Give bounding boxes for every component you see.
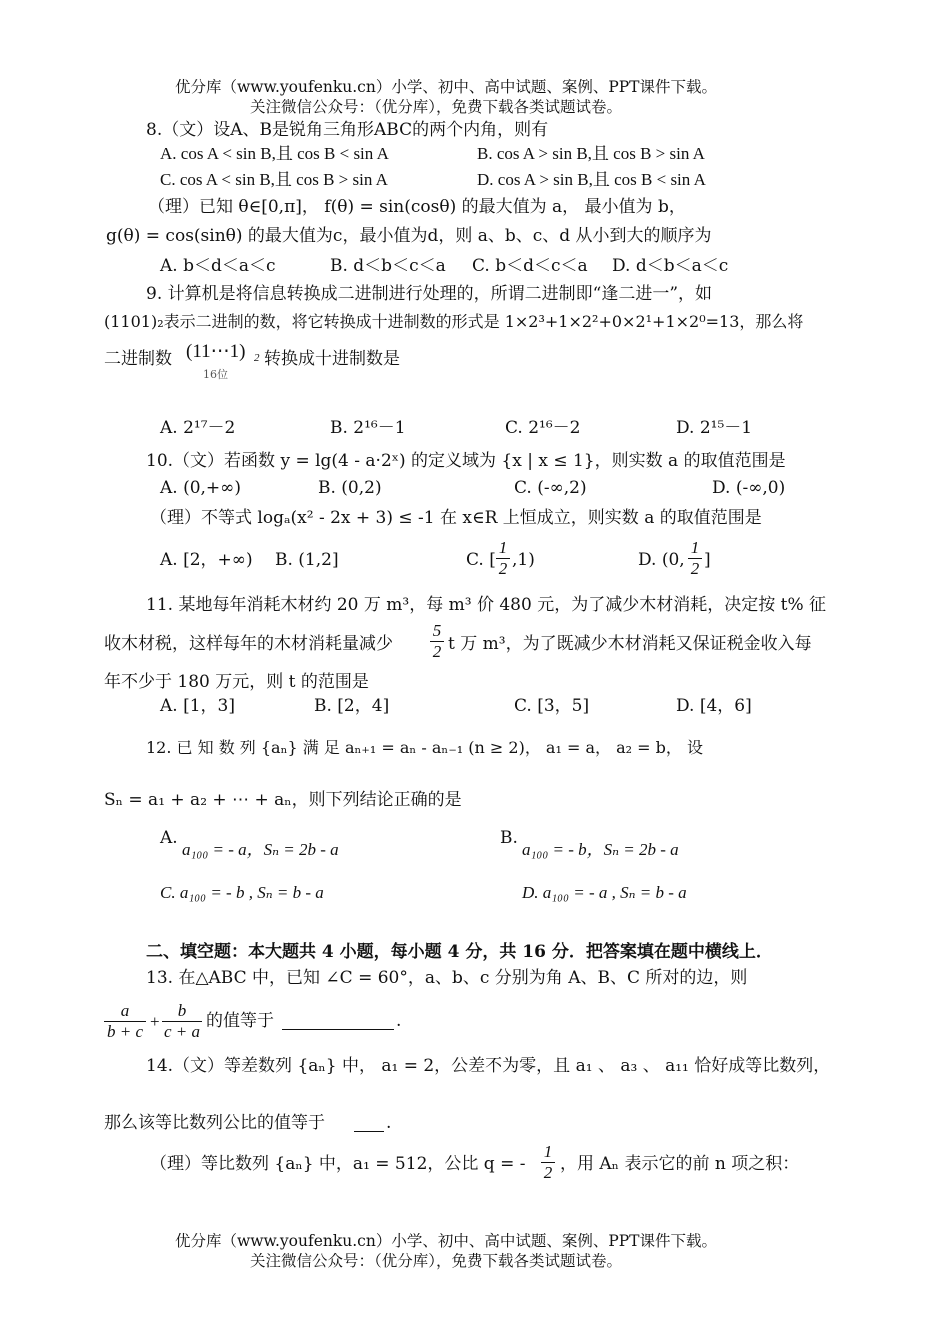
q13-plus: +	[150, 1012, 160, 1031]
q14-li-fraction	[541, 1142, 555, 1183]
fraction-numerator: a	[120, 1001, 130, 1020]
q11-line-2-pre: 收木材税，这样每年的木材消耗量减少	[104, 634, 393, 654]
q10-li-option-d-pre: D. (0,	[638, 550, 685, 570]
q12-line-1: 12. 已 知 数 列 {aₙ} 满 足 aₙ₊₁ = aₙ - aₙ₋₁ (n ≥ 2)， a₁ = a， a₂ = b， 设	[146, 738, 703, 757]
q9-line-3-pre: 二进制数	[104, 349, 172, 369]
q9-option-a: A. 2¹⁷－2	[160, 418, 236, 438]
fraction-denominator: 2	[430, 641, 444, 662]
q9-line-3-post: 转换成十进制数是	[264, 349, 400, 369]
q12-option-b-label: B.	[500, 828, 518, 848]
q10-li-option-c-post: ,1)	[512, 550, 535, 570]
q11-line-2-post: t 万 m³，为了既减少木材消耗又保证税金收入每	[448, 634, 812, 654]
q10-option-d: D. (-∞,0)	[712, 478, 786, 498]
section-2-title: 二、填空题：本大题共 4 小题，每小题 4 分，共 16 分．把答案填在题中横线上．	[146, 942, 773, 962]
q8-option-a: A. cos A < sin B,且 cos B < sin A	[160, 144, 389, 163]
footer-line-1: 优分库（www.youfenku.cn）小学、初中、高中试题、案例、PPT课件下载。	[175, 1232, 718, 1250]
q11-line-1: 11. 某地每年消耗木材约 20 万 m³，每 m³ 价 480 元，为了减少木材消耗，决定按 t% 征	[146, 595, 827, 615]
q14-wen-line-2: 那么该等比数列公比的值等于	[104, 1113, 325, 1133]
fraction-denominator: c + a	[163, 1022, 201, 1041]
q14-answer-blank[interactable]	[354, 1113, 384, 1132]
q10-li-option-a: A. [2，+∞)	[160, 550, 253, 570]
footer-line-2: 关注微信公众号：（优分库），免费下载各类试题试卷。	[250, 1252, 623, 1270]
q13-line-1: 13. 在△ABC 中，已知 ∠C = 60°，a、b、c 分别为角 A、B、C 所对的边，则	[146, 968, 748, 988]
q14-wen-end: .	[386, 1113, 392, 1133]
q10-option-b: B. (0,2)	[318, 478, 382, 498]
q13-answer-blank[interactable]	[282, 1011, 394, 1030]
q9-binary-subscript: 2	[254, 352, 260, 364]
q9-line-1: 9. 计算机是将信息转换成二进制进行处理的，所谓二进制即“逢二进一”，如	[146, 284, 713, 304]
q8-option-d: D. cos A > sin B,且 cos B < sin A	[477, 170, 706, 189]
q9-line-2: (1101)₂表示二进制的数，将它转换成十进制数的形式是 1×2³+1×2²+0×2¹+1×2⁰=13，那么将	[104, 312, 804, 331]
q13-fraction-2	[162, 1001, 202, 1042]
q14-li-pre: （理）等比数列 {aₙ} 中，a₁ = 512，公比 q = -	[150, 1154, 526, 1174]
q12-option-d: D. a₁₀₀ = - a , Sₙ = b - a	[522, 883, 687, 902]
q9-underbrace-label: 16位	[203, 368, 228, 381]
fraction-denominator: 2	[541, 1162, 555, 1183]
q14-wen-line-1: 14.（文）等差数列 {aₙ} 中， a₁ = 2，公差不为零，且 a₁ 、 a₃ 、 a₁₁ 恰好成等比数列，	[146, 1056, 831, 1076]
fraction-numerator: 1	[498, 538, 508, 557]
q12-option-a: a₁₀₀ = - a，Sₙ = 2b - a	[182, 840, 339, 859]
q8-li-option-a: A. b＜d＜a＜c	[160, 256, 276, 276]
q10-li-option-d-fraction	[688, 538, 702, 579]
fraction-denominator: 2	[688, 558, 702, 579]
q8-li-line-2: g(θ) = cos(sinθ) 的最大值为c，最小值为d，则 a、b、c、d 从小到大的顺序为	[106, 226, 712, 246]
q13-post: 的值等于	[206, 1011, 274, 1031]
fraction-denominator: 2	[496, 558, 510, 579]
q8-li-line-1: （理）已知 θ∈[0,π]， f(θ) = sin(cosθ) 的最大值为 a， 最小值为 b，	[148, 197, 686, 217]
q13-fraction-1	[104, 1001, 146, 1042]
q10-li-option-d-post: ]	[704, 550, 711, 570]
q10-option-a: A. (0,+∞)	[160, 478, 241, 498]
q11-option-a: A. [1，3]	[160, 696, 235, 716]
q12-option-b: a₁₀₀ = - b，Sₙ = 2b - a	[522, 840, 679, 859]
fraction-numerator: 5	[432, 621, 442, 640]
q13-end: .	[396, 1011, 402, 1031]
q10-li-option-c-fraction	[496, 538, 510, 579]
q9-option-d: D. 2¹⁵－1	[676, 418, 753, 438]
q10-option-c: C. (-∞,2)	[514, 478, 587, 498]
q8-li-option-c: C. b＜d＜c＜a	[472, 256, 588, 276]
q11-option-b: B. [2，4]	[314, 696, 390, 716]
q14-li-post: ，用 Aₙ 表示它的前 n 项之积：	[560, 1154, 800, 1174]
q8-li-option-d: D. d＜b＜a＜c	[612, 256, 729, 276]
q11-line-3: 年不少于 180 万元，则 t 的范围是	[104, 672, 369, 692]
header-line-2: 关注微信公众号：（优分库），免费下载各类试题试卷。	[250, 98, 623, 116]
q11-fraction	[430, 621, 444, 662]
q8-option-c: C. cos A < sin B,且 cos B > sin A	[160, 170, 388, 189]
q10-wen: 10.（文）若函数 y = lg(4 - a·2ˣ) 的定义域为 {x | x ≤ 1}，则实数 a 的取值范围是	[146, 451, 786, 471]
q10-li-option-b: B. (1,2]	[275, 550, 339, 570]
q8-option-b: B. cos A > sin B,且 cos B > sin A	[477, 144, 705, 163]
fraction-numerator: b	[177, 1001, 187, 1020]
fraction-denominator: b + c	[104, 1021, 146, 1042]
fraction-numerator: 1	[690, 538, 700, 557]
q12-line-2: Sₙ = a₁ + a₂ + ⋯ + aₙ，则下列结论正确的是	[104, 790, 462, 810]
q12-option-c: C. a₁₀₀ = - b , Sₙ = b - a	[160, 883, 324, 902]
q10-li-option-c-pre: C. [	[466, 550, 496, 570]
q11-option-d: D. [4，6]	[676, 696, 752, 716]
q8-stem: 8.（文）设A、B是锐角三角形ABC的两个内角，则有	[146, 120, 549, 140]
fraction-numerator: 1	[543, 1142, 553, 1161]
q9-option-c: C. 2¹⁶－2	[505, 418, 581, 438]
q9-option-b: B. 2¹⁶－1	[330, 418, 406, 438]
q12-option-a-label: A.	[160, 828, 178, 848]
q10-li: （理）不等式 logₐ(x² - 2x + 3) ≤ -1 在 x∈R 上恒成立，则实数 a 的取值范围是	[150, 508, 762, 528]
q9-binary-number: (11⋯1)	[186, 341, 246, 362]
q8-li-option-b: B. d＜b＜c＜a	[330, 256, 446, 276]
q11-option-c: C. [3，5]	[514, 696, 590, 716]
header-line-1: 优分库（www.youfenku.cn）小学、初中、高中试题、案例、PPT课件下载。	[175, 78, 718, 96]
